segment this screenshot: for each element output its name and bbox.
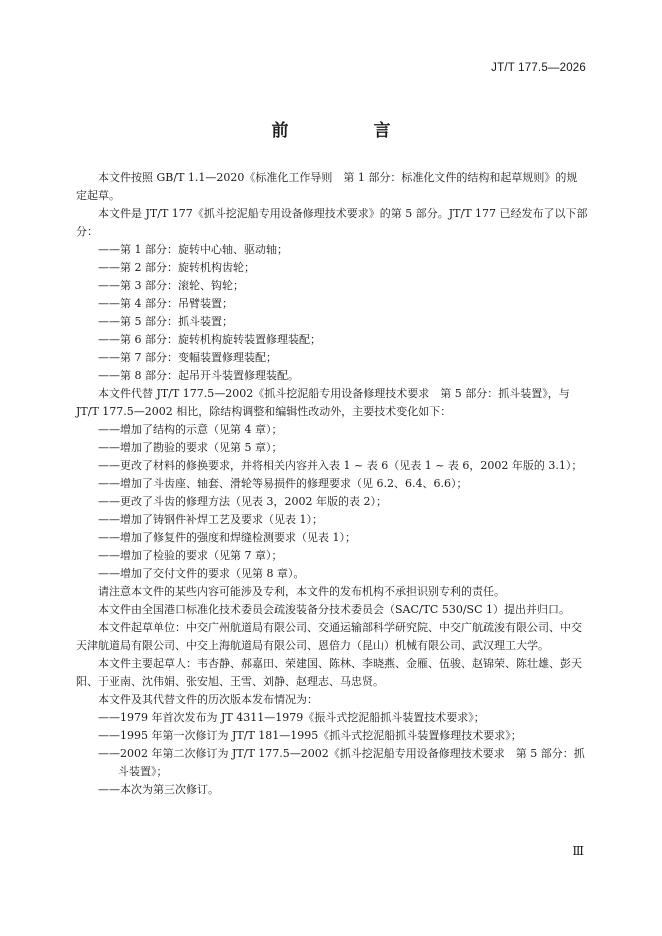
list-item-part: ——第 7 部分：变幅装置修理装配； bbox=[98, 351, 277, 364]
paragraph-part-intro: 本文件是 JT/T 177《抓斗挖泥船专用设备修理技术要求》的第 5 部分。JT/T 177 已经发布了以下部分： bbox=[76, 207, 588, 238]
list-item-change: ——增加了勘验的要求（见第 5 章）； bbox=[98, 441, 283, 454]
list-item-change: ——更改了斗齿的修理方法（见表 3，2002 年版的表 2）； bbox=[98, 495, 387, 508]
paragraph-patent-notice: 请注意本文件的某些内容可能涉及专利，本文件的发布机构不承担识别专利的责任。 bbox=[98, 585, 505, 598]
list-item-part: ——第 3 部分：滚轮、钩轮； bbox=[98, 279, 244, 292]
list-item-part: ——第 5 部分：抓斗装置； bbox=[98, 315, 233, 328]
list-item-history: ——1995 年第一次修订为 JT/T 181—1995《抓斗式挖泥船抓斗装置修理技术要求》； bbox=[98, 729, 522, 742]
paragraph-replacement: 本文件代替 JT/T 177.5—2002《抓斗挖泥船专用设备修理技术要求 第 5 部分：抓斗装置》，与 JT/T 177.5—2002 相比，除结构调整和编辑性改动外，主要技术变化如下： bbox=[76, 387, 570, 418]
list-item-change: ——增加了检验的要求（见第 7 章）； bbox=[98, 549, 283, 562]
list-item-change: ——增加了修复件的强度和焊缝检测要求（见表 1）； bbox=[98, 531, 356, 544]
list-item-history: ——2002 年第二次修订为 JT/T 177.5—2002《抓斗挖泥船专用设备修理技术要求 第 5 部分：抓斗装置》； bbox=[98, 747, 585, 778]
document-code: JT/T 177.5—2026 bbox=[491, 62, 586, 74]
list-item-change: ——增加了结构的示意（见第 4 章）； bbox=[98, 423, 283, 436]
list-item-history: ——本次为第三次修订。 bbox=[98, 783, 219, 796]
page-title: 前 言 bbox=[271, 121, 425, 141]
list-item-part: ——第 4 部分：吊臂装置； bbox=[98, 297, 233, 310]
list-item-change: ——增加了铸钢件补焊工艺及要求（见表 1）； bbox=[98, 513, 323, 526]
paragraph-drafters: 本文件主要起草人：韦杏静、郝嘉田、荣建国、陈林、李晓燕、金雁、伍骏、赵锦荣、陈壮雄、彭天阳、于亚南、沈伟娟、张安旭、王雪、刘静、赵理志、马忠贤。 bbox=[76, 657, 582, 688]
list-item-change: ——增加了斗齿座、轴套、滑轮等易损件的修理要求（见 6.2、6.4、6.6）； bbox=[98, 477, 468, 490]
list-item-part: ——第 2 部分：旋转机构齿轮； bbox=[98, 261, 255, 274]
list-item-change: ——更改了材料的修换要求，并将相关内容并入表 1 ~ 表 6（见表 1 ~ 表 6，2002 年版的 3.1）； bbox=[98, 459, 583, 472]
list-item-part: ——第 8 部分：起吊开斗装置修理装配。 bbox=[98, 369, 299, 382]
list-item-history: ——1979 年首次发布为 JT 4311—1979《振斗式挖泥船抓斗装置技术要求》； bbox=[98, 711, 485, 724]
page-number: Ⅲ bbox=[572, 844, 584, 858]
list-item-part: ——第 1 部分：旋转中心轴、驱动轴； bbox=[98, 243, 288, 256]
paragraph-proposer: 本文件由全国港口标准化技术委员会疏浚装备分技术委员会（SAC/TC 530/SC 1）提出并归口。 bbox=[98, 603, 570, 616]
paragraph-drafting-units: 本文件起草单位：中交广州航道局有限公司、交通运输部科学研究院、中交广航疏浚有限公司、中交天津航道局有限公司、中交上海航道局有限公司、恩倍力（昆山）机械有限公司、武汉理工大学。 bbox=[76, 621, 582, 652]
paragraph-drafting-rules: 本文件按照 GB/T 1.1—2020《标准化工作导则 第 1 部分：标准化文件的结构和起草规则》的规定起草。 bbox=[76, 171, 578, 202]
foreword-body bbox=[76, 169, 588, 799]
paragraph-history-intro: 本文件及其代替文件的历次版本发布情况为： bbox=[98, 693, 318, 706]
list-item-change: ——增加了交付文件的要求（见第 8 章）。 bbox=[98, 567, 305, 580]
list-item-part: ——第 6 部分：旋转机构旋转装置修理装配； bbox=[98, 333, 321, 346]
